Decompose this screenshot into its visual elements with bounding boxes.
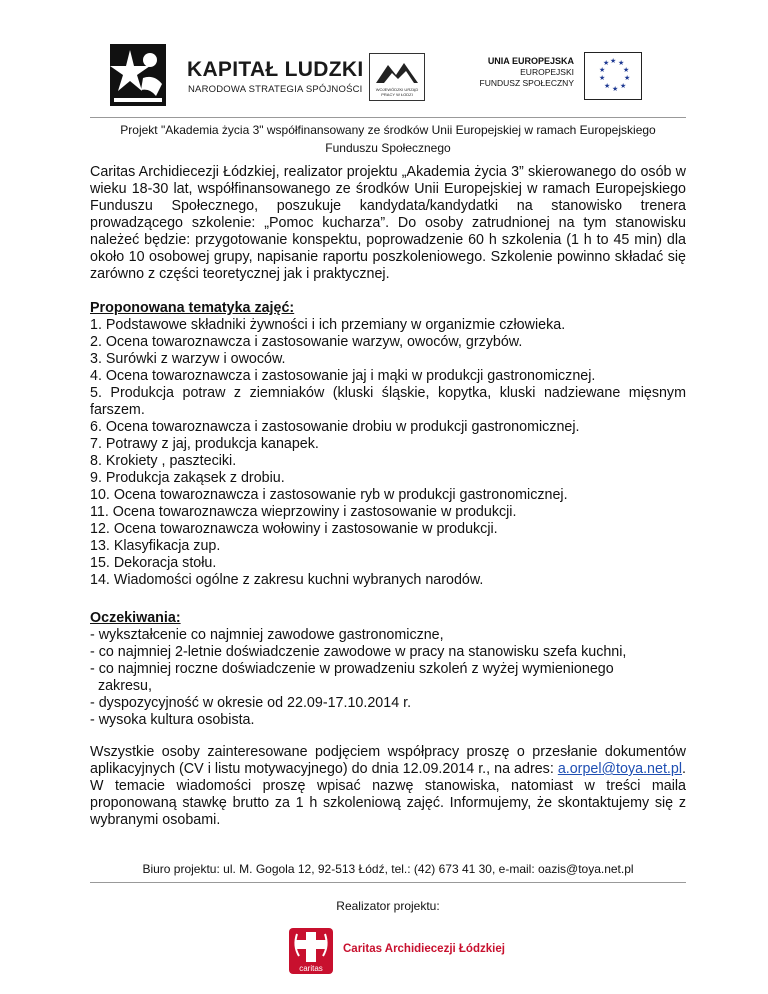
list-item: - co najmniej 2-letnie doświadczenie zawodowe w pracy na stanowisku szefa kuchni, (90, 644, 627, 660)
eu-text (480, 56, 574, 89)
svg-text:★: ★ (603, 59, 610, 67)
closing-text-1: Wszystkie osoby zainteresowane podjęciem współpracy proszę o przesłanie dokumentów aplikacyjnych (CV i listu motywacyjnego) do dnia 12.09.2014 r., na adres: (90, 744, 686, 777)
list-item: 12. Ocena towaroznawcza wołowiny i zastosowanie w produkcji. (90, 521, 498, 537)
expectations-heading: Oczekiwania: (90, 610, 181, 626)
svg-text:★: ★ (620, 82, 627, 90)
realizator-label: Realizator projektu: (336, 899, 440, 913)
project-note (90, 121, 686, 157)
list-item: - wysoka kultura osobista. (90, 712, 255, 728)
eu-flag-icon (584, 52, 642, 100)
list-item: 5. Produkcja potraw z ziemniaków (kluski śląskie, kopytka, kluski nadziewane mięsnym farszem. (90, 385, 686, 418)
caritas-logo-text: caritas (299, 964, 323, 973)
list-item: 9. Produkcja zakąsek z drobiu. (90, 470, 285, 486)
list-item: 4. Ocena towaroznawcza i zastosowanie jaj i mąki w produkcji gastronomicznej. (90, 368, 596, 384)
contact-email-link[interactable]: a.orpel@toya.net.pl (557, 761, 683, 777)
closing-text-2: . W temacie wiadomości proszę wpisać nazwę stanowiska, natomiast w treści maila proponowaną stawkę brutto za 1 h szkoleniową zajęć. Informujemy, że skontaktujemy się z wybranymi osobami. (90, 761, 686, 828)
list-item: 14. Wiadomości ogólne z zakresu kuchni wybranych narodów. (90, 572, 484, 588)
closing-paragraph (90, 744, 686, 829)
wup-text: WOJEWÓDZKI URZĄD PRACY W ŁODZI (375, 87, 419, 97)
eu-line-1: UNIA EUROPEJSKA (487, 56, 574, 66)
list-item: 15. Dekoracja stołu. (90, 555, 217, 571)
header-logos (96, 38, 676, 110)
svg-text:★: ★ (599, 74, 606, 82)
wup-logo (369, 53, 425, 101)
svg-text:★: ★ (599, 66, 606, 74)
kapital-ludzki-subtitle: NARODOWA STRATEGIA SPÓJNOŚCI (188, 84, 363, 95)
list-item: 11. Ocena towaroznawcza wieprzowiny i zastosowanie w produkcji. (90, 504, 517, 520)
svg-text:★: ★ (610, 57, 617, 65)
list-item: 8. Krokiety , paszteciki. (90, 453, 237, 469)
list-item: 2. Ocena towaroznawcza i zastosowanie warzyw, owoców, grzybów. (90, 334, 523, 350)
list-item: 13. Klasyfikacja zup. (90, 538, 221, 554)
caritas-name: Caritas Archidiecezji Łódzkiej (343, 943, 505, 955)
svg-text:★: ★ (604, 82, 611, 90)
eu-logo (480, 52, 676, 100)
project-note-line-1: Projekt "Akademia życia 3" współfinansowany ze środków Unii Europejskiej w ramach Europejskiego (120, 123, 656, 137)
list-item: - dyspozycyjność w okresie od 22.09-17.10.2014 r. (90, 695, 412, 711)
list-item: 6. Ocena towaroznawcza i zastosowanie drobiu w produkcji gastronomicznej. (90, 419, 580, 435)
caritas-cross-icon (287, 926, 335, 976)
topics-section (90, 300, 686, 589)
eu-line-3: FUNDUSZ SPOŁECZNY (479, 78, 574, 88)
footer-address: Biuro projektu: ul. M. Gogola 12, 92-513 Łódź, tel.: (42) 673 41 30, e-mail: oazis@toya.net.pl (142, 862, 634, 876)
svg-text:★: ★ (623, 66, 630, 74)
caritas-logo (287, 926, 505, 978)
list-item: 7. Potrawy z jaj, produkcja kanapek. (90, 436, 319, 452)
svg-text:★: ★ (624, 74, 631, 82)
list-item: 3. Surówki z warzyw i owoców. (90, 351, 286, 367)
kapital-ludzki-star-icon (110, 44, 166, 106)
intro-paragraph: Caritas Archidiecezji Łódzkiej, realizator projektu „Akademia życia 3” skierowanego do osób w wieku 18-30 lat, współfinansowanego ze środków Unii Europejskiej w ramach Europejskiego Funduszu Społecznego, poszukuje kandydata/kandydatki na stanowisko trenera prowadzącego szkolenie: „Pomoc kucharza”. Do osoby zatrudnionej na tym stanowisku należeć będzie: przygotowanie konspektu, poprowadzenie 60 h szkolenia (1 h to 45 min) dla około 10 osobowej grupy, napisanie raportu poszkoleniowego. Szkolenie powinno składać się zarówno z części teoretycznej jak i praktycznej. (90, 164, 686, 282)
topics-heading: Proponowana tematyka zajęć: (90, 300, 295, 316)
header-divider (90, 117, 686, 118)
list-item: 10. Ocena towaroznawcza i zastosowanie ryb w produkcji gastronomicznej. (90, 487, 568, 503)
svg-text:★: ★ (618, 59, 625, 67)
eu-line-2: EUROPEJSKI (520, 67, 574, 77)
wup-mountains-icon (370, 57, 424, 87)
kapital-ludzki-title: KAPITAŁ LUDZKI (187, 58, 364, 81)
footer-divider (90, 882, 686, 883)
list-item: - co najmniej roczne doświadczenie w prowadzeniu szkoleń z wyżej wymienionego (90, 661, 614, 677)
list-item: 1. Podstawowe składniki żywności i ich przemiany w organizmie człowieka. (90, 317, 566, 333)
project-note-line-2: Funduszu Społecznego (325, 141, 451, 155)
list-item: - wykształcenie co najmniej zawodowe gastronomiczne, (90, 627, 444, 643)
list-item: zakresu, (90, 678, 152, 694)
svg-text:★: ★ (612, 85, 619, 93)
expectations-section (90, 610, 686, 729)
